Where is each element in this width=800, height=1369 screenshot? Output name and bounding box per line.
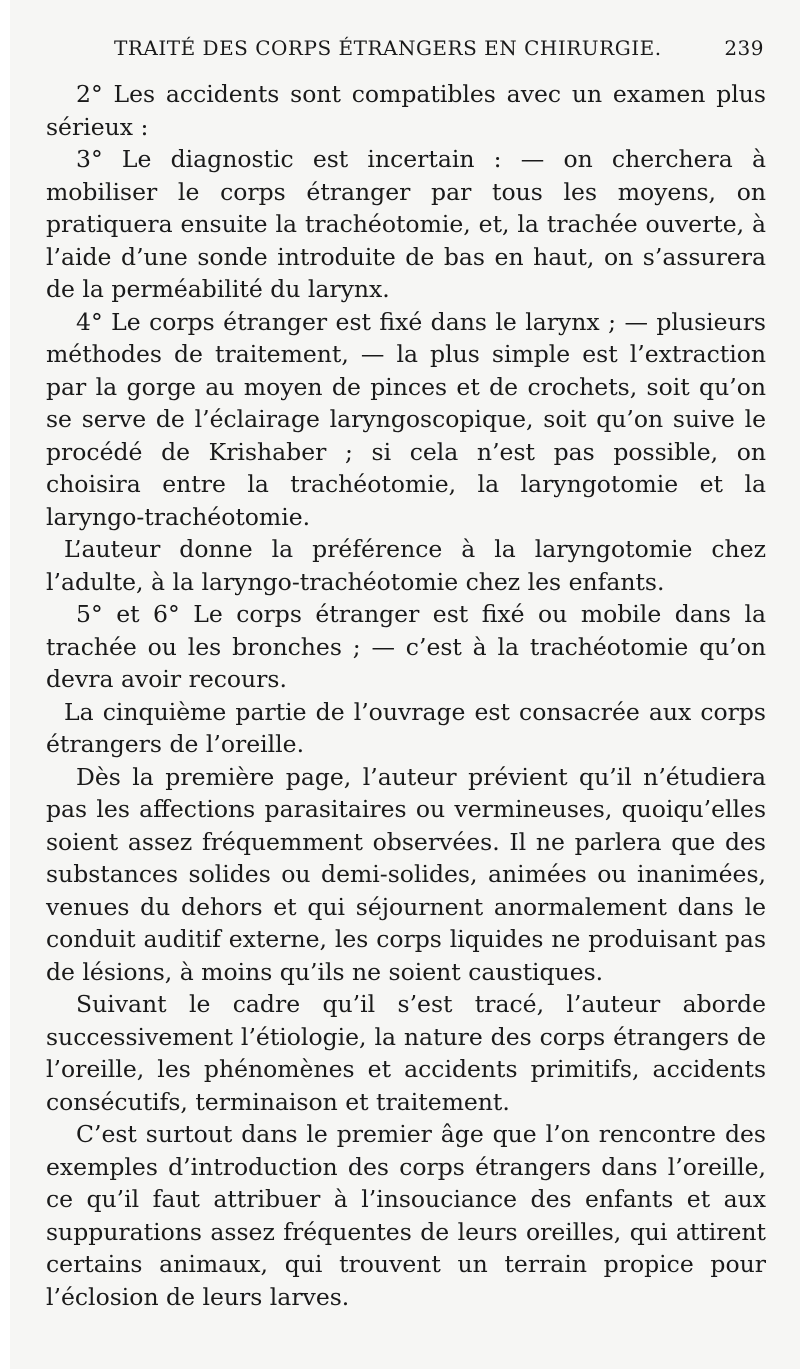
paragraph: 2° Les accidents sont compatibles avec un examen plus sérieux : xyxy=(46,80,766,141)
paragraph: Dès la première page, l’auteur prévient qu’il n’étudiera pas les affections parasitaires ou vermineuses, quoiqu’elles soient assez fréquemment observées. Il ne parlera que des substances solides ou demi-solides, animées ou inanimées, venues du dehors et qui séjournent anormalement dans le conduit auditif externe, les corps liquides ne produisant pas de lésions, à moins qu’ils ne soient caustiques. xyxy=(46,762,766,986)
paragraph: 4° Le corps étranger est fixé dans le larynx ; — plusieurs méthodes de traitement, — la plus simple est l’extraction par la gorge au moyen de pinces et de crochets, soit qu’on se serve de l’éclairage laryngoscopique, soit qu’on suive le procédé de Krishaber ; si cela n’est pas possible, on choisira entre la trachéotomie, la laryngotomie et la laryngo-trachéotomie. xyxy=(46,307,766,531)
paragraph: Suivant le cadre qu’il s’est tracé, l’auteur aborde successivement l’étiologie, la nature des corps étrangers de l’oreille, les phénomènes et accidents primitifs, accidents consécutifs, terminaison et traitement. xyxy=(46,990,766,1116)
paragraph: L’auteur donne la préférence à la laryngotomie chez l’adulte, à la laryngo-trachéotomie chez les enfants. xyxy=(46,535,766,596)
paragraph: La cinquième partie de l’ouvrage est consacrée aux corps étrangers de l’oreille. xyxy=(46,697,766,758)
paragraph: 3° Le diagnostic est incertain : — on cherchera à mobiliser le corps étranger par tous les moyens, on pratiquera ensuite la trachéotomie, et, la trachée ouverte, à l’aide d’une sonde introduite de bas en haut, on s’assurera de la perméabilité du larynx. xyxy=(46,145,766,303)
page-number: 239 xyxy=(724,36,764,60)
paragraph: 5° et 6° Le corps étranger est fixé ou mobile dans la trachée ou les bronches ; — c’est à la trachéotomie qu’on devra avoir recours. xyxy=(46,600,766,693)
body-text xyxy=(46,78,766,1313)
paragraph: C’est surtout dans le premier âge que l’on rencontre des exemples d’introduction des corps étrangers dans l’oreille, ce qu’il faut attribuer à l’insouciance des enfants et aux suppurations assez fréquentes de leurs oreilles, qui attirent certains animaux, qui trouvent un terrain propice pour l’éclosion de leurs larves. xyxy=(46,1120,766,1311)
running-title: TRAITÉ DES CORPS ÉTRANGERS EN CHIRURGIE. xyxy=(114,36,662,60)
book-page xyxy=(10,0,800,1369)
page-gutter xyxy=(0,0,10,1369)
